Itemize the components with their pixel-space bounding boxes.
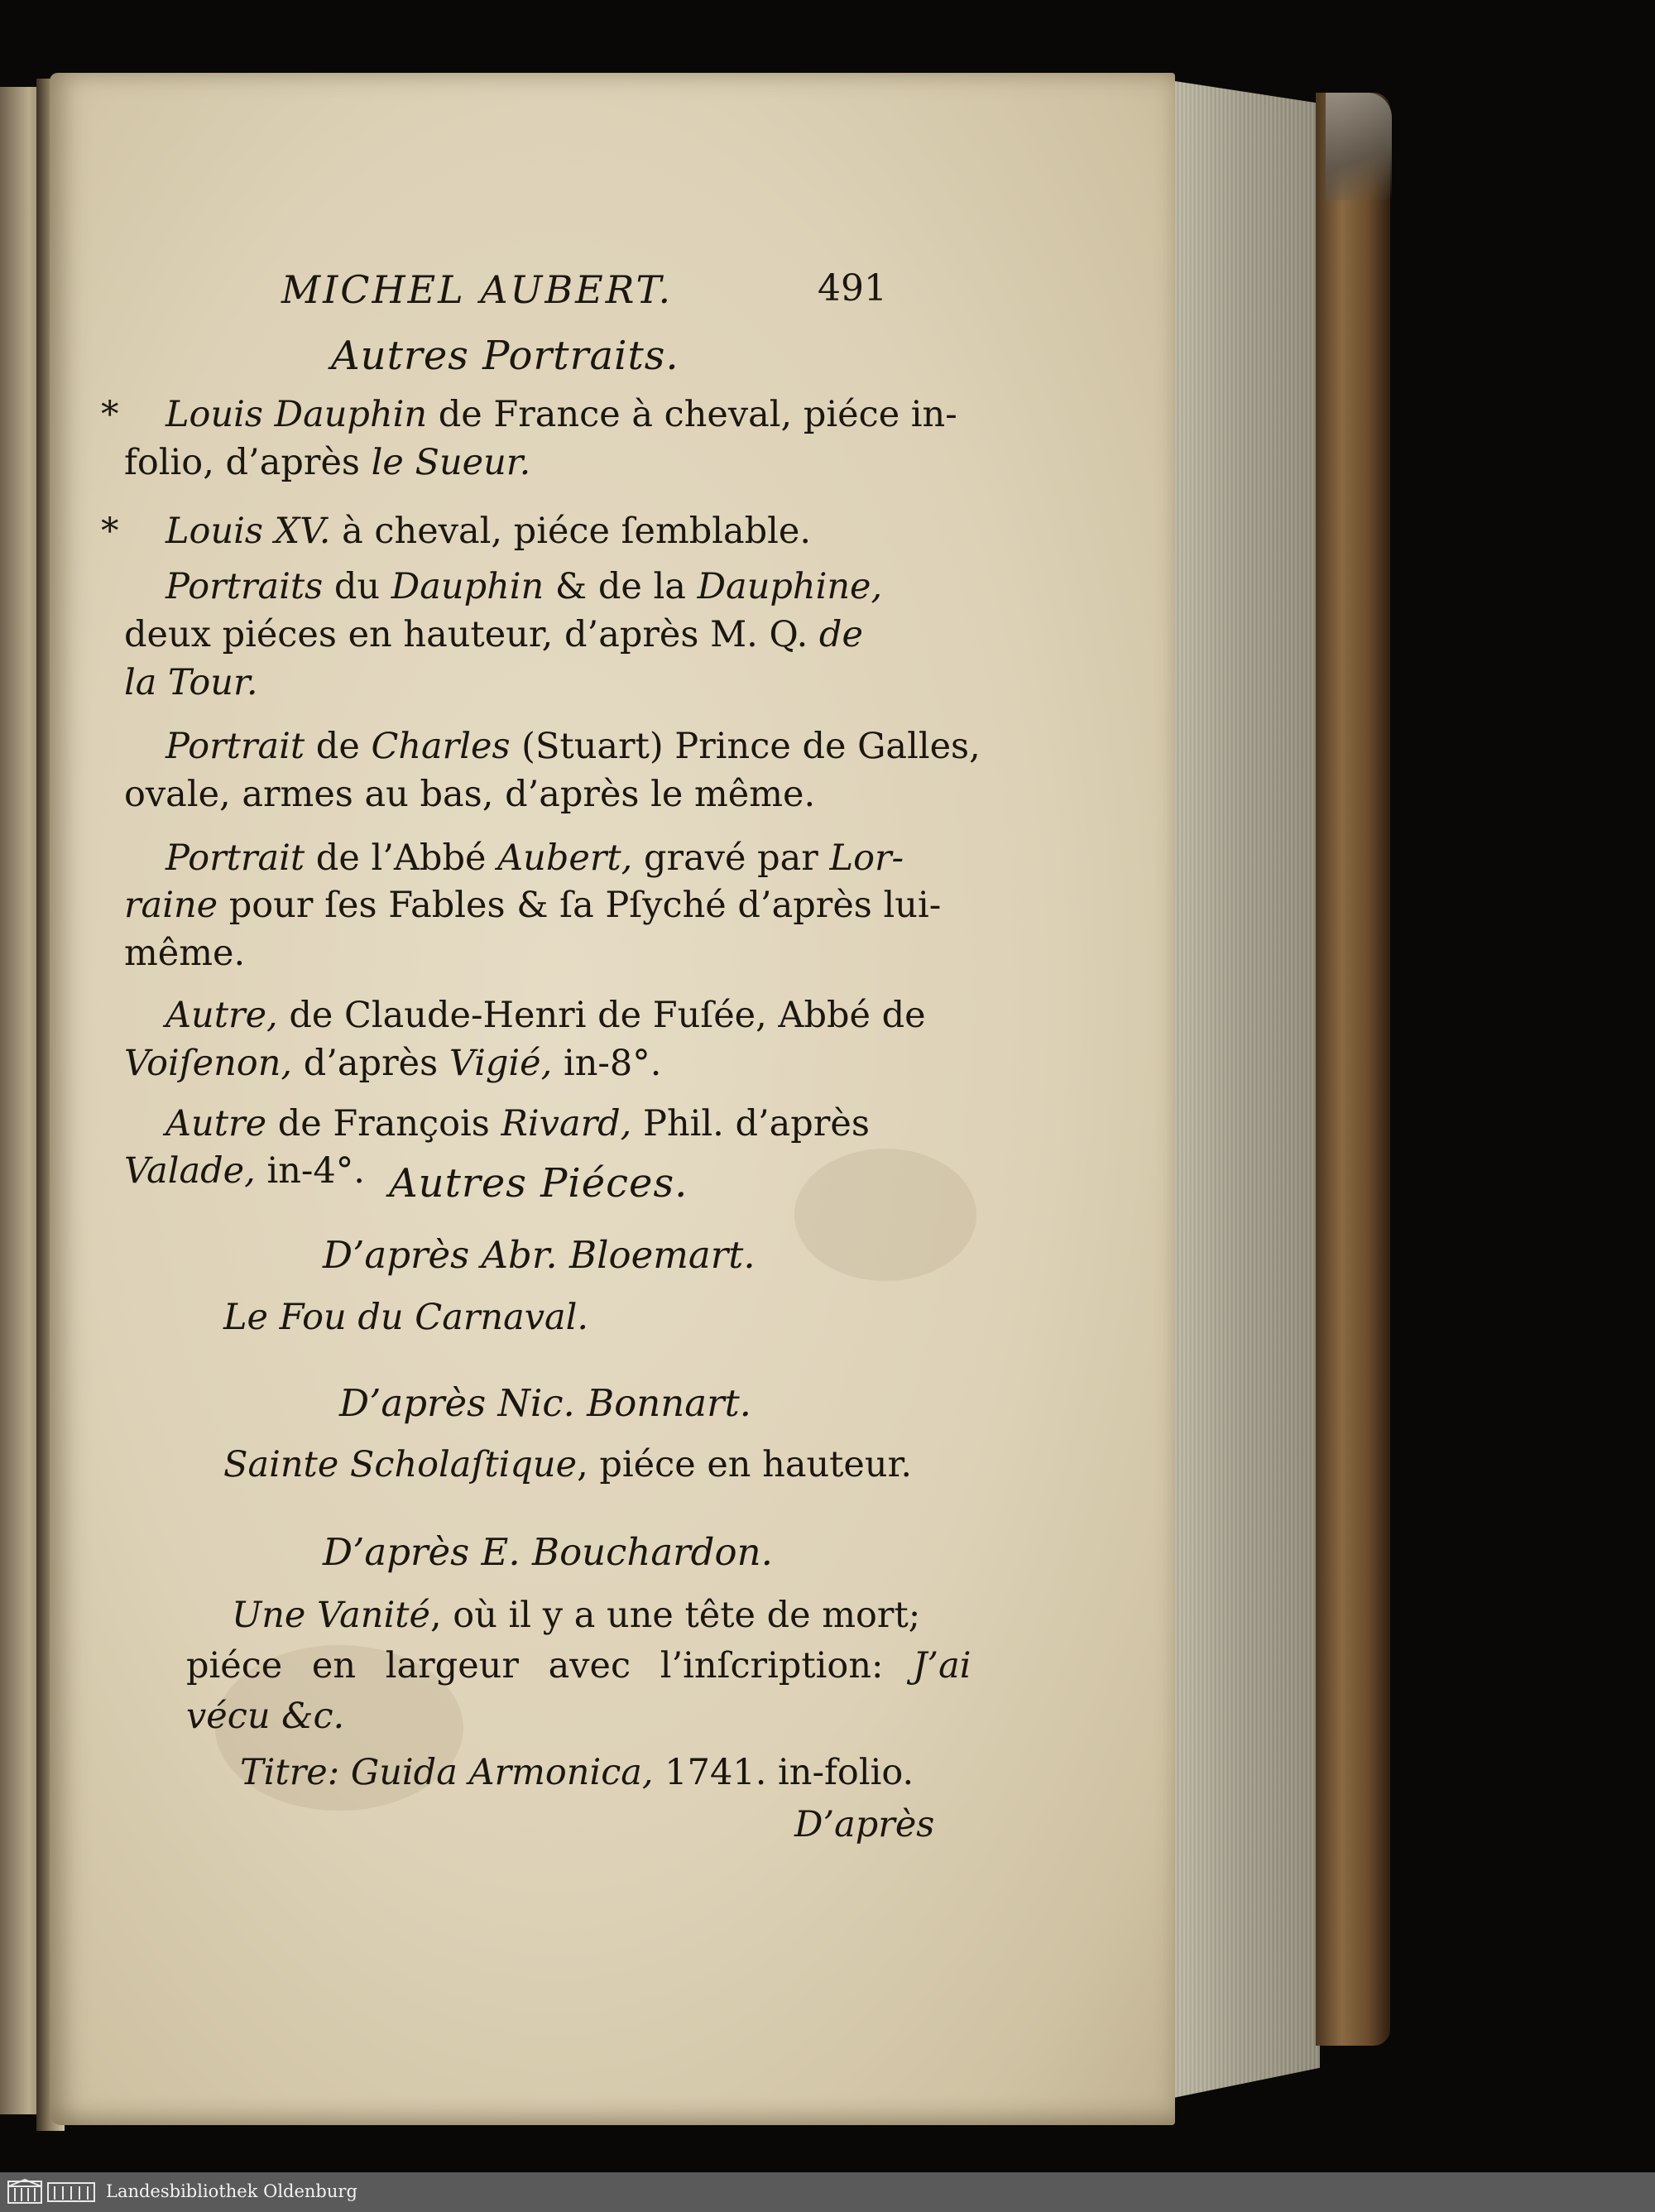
entry-line	[124, 658, 257, 708]
text-segment: in-4°.	[255, 1150, 365, 1192]
text-segment: à cheval, piéce ſemblable.	[330, 510, 812, 552]
entry-line	[124, 1039, 661, 1089]
book-cover	[1316, 93, 1390, 2046]
entry-line	[124, 928, 245, 979]
entry-line	[166, 722, 981, 772]
text-segment: in-8°.	[552, 1043, 662, 1085]
entry-line	[166, 833, 904, 884]
text-segment: Lor-	[829, 837, 904, 879]
entry-line	[124, 610, 863, 660]
subsection-heading: D’après Abr. Bloemart.	[323, 1233, 756, 1277]
catchword: D’après	[794, 1804, 935, 1845]
text-segment: folio, d’après	[124, 441, 372, 483]
text-segment: deux piéces en hauteur, d’après M. Q.	[124, 614, 819, 656]
text-segment: de	[818, 614, 863, 656]
text-segment: Dauphin	[391, 566, 544, 608]
text-segment: la Tour.	[124, 661, 258, 703]
list-item: Sainte Scholaſtique, piéce en hauteur.	[223, 1444, 913, 1485]
section-heading: Autres Piéces.	[389, 1160, 688, 1207]
entry-line	[101, 390, 957, 440]
text-segment: Louis XV.	[166, 510, 331, 552]
text-segment: Louis Dauphin	[166, 394, 428, 436]
text-segment: Voiſenon,	[124, 1043, 293, 1085]
text-segment: Autre	[166, 1102, 267, 1144]
text-segment: Portraits	[166, 566, 324, 608]
entry-line	[124, 770, 815, 820]
library-logo-icon	[7, 2178, 98, 2206]
text-segment: Rivard,	[501, 1102, 632, 1144]
text-line: piéce en largeur avec l’inſcription: J’ai	[186, 1645, 971, 1687]
text-segment: Valade,	[124, 1150, 256, 1192]
text-line: Une Vanité, où il y a une tête de mort;	[232, 1595, 921, 1636]
text-segment: de Claude-Henri de Fuſée, Abbé de	[277, 995, 926, 1037]
entry-line	[124, 880, 941, 931]
text-line: Titre: Guida Armonica, 1741. in-folio.	[240, 1752, 914, 1793]
text-segment: Aubert,	[497, 837, 633, 879]
text-segment: pour ſes Fables & ſa Pſyché d’après lui-	[218, 885, 942, 927]
entry-line	[124, 438, 530, 488]
text-segment: même.	[124, 933, 246, 975]
subsection-heading: D’après Nic. Bonnart.	[339, 1381, 751, 1425]
text-line: vécu &c.	[186, 1696, 345, 1737]
text-segment: Autre,	[166, 995, 278, 1037]
entry-line	[166, 562, 882, 612]
text-segment: de l’Abbé	[305, 837, 498, 879]
text-segment: gravé par	[632, 837, 830, 879]
paper-stain	[794, 1149, 976, 1281]
text-segment: ovale, armes au bas, d’après le même.	[124, 773, 816, 815]
library-name: Landesbibliothek Oldenburg	[106, 2181, 357, 2201]
text-segment: Dauphine,	[697, 566, 883, 608]
page-number: 491	[818, 267, 887, 309]
asterisk-marker: *	[101, 394, 119, 436]
text-segment: de François	[266, 1102, 501, 1144]
entry-line	[124, 1146, 365, 1197]
subsection-heading: D’après E. Bouchardon.	[323, 1530, 773, 1574]
list-item: Le Fou du Carnaval.	[223, 1297, 589, 1338]
entry-line	[166, 1099, 870, 1149]
entry-line	[101, 506, 812, 557]
text-segment: du	[323, 566, 391, 608]
asterisk-marker: *	[101, 510, 119, 552]
text-segment: Vigié,	[449, 1043, 553, 1085]
cover-wear	[1326, 93, 1392, 200]
text-segment: de France à cheval, piéce in-	[427, 394, 957, 436]
text-segment: & de la	[544, 566, 698, 608]
text-segment: Charles	[371, 725, 511, 767]
text-segment: (Stuart) Prince de Galles,	[510, 725, 981, 767]
text-segment: Portrait	[166, 837, 305, 879]
entry-line	[166, 991, 926, 1041]
section-heading: Autres Portraits.	[331, 333, 679, 379]
text-segment: Phil. d’après	[631, 1102, 870, 1144]
footer-bar	[0, 2172, 1655, 2212]
text-segment: d’après	[292, 1043, 449, 1085]
text-segment: raine	[124, 885, 218, 927]
text-segment: le Sueur.	[371, 441, 531, 483]
text-segment: Portrait	[166, 725, 305, 767]
running-head-title: MICHEL AUBERT.	[281, 267, 674, 312]
text-segment: de	[305, 725, 372, 767]
